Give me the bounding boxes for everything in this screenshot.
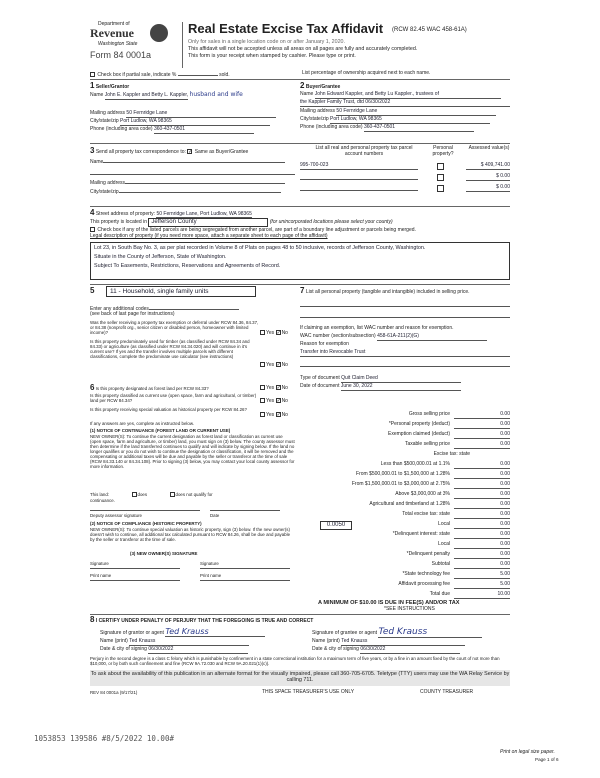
grantee-print-name[interactable]: Ted Knauss [341,639,465,646]
parcels-table: List all real and personal property tax parcel account numbers Personal property? Assessed value(s) 995-700-023 $ 409,741.00 $ 0.00 $ 0.00 [300,146,510,204]
grantee-signature[interactable]: Ted Krauss [378,627,482,638]
exemption-reason-line2[interactable] [300,363,510,367]
street-address-field[interactable]: 50 Fernridge Lane, Port Ludlow, WA 98365 [156,211,252,217]
grantor-date-city[interactable]: 06/30/2022 [148,647,248,654]
timber-no-checkbox[interactable] [276,362,281,367]
section-7: 7 List all personal property (tangible and intangible) included in selling price. If claiming an exemption, list WAC number and reason for exemption. WAC number (section/subsection) 458-61A-211(2)(G) Reason for exemption Transfer into Revocable Trust Type of document Quit Claim Deed Date of document June 30, 2022 [300,286,510,386]
form-title: Real Estate Excise Tax Affidavit [188,21,384,36]
table-row [300,174,510,182]
title-divider [182,22,183,68]
total-due-field[interactable]: 10.00 [454,592,510,599]
personal-property-checkbox[interactable] [437,185,444,192]
buyer-name-field-line2[interactable]: the Kappler Family Trust, dtd 06/30/2022 [300,100,510,107]
divider [90,284,510,285]
county-select[interactable]: Jefferson County [148,218,268,227]
assessed-value-field[interactable]: $ 409,741.00 [466,163,510,170]
wac-number-field[interactable]: 458-61A-211(2)(G) [377,334,487,341]
land-does-checkbox[interactable] [132,492,137,497]
document-date-field[interactable]: June 30, 2022 [341,384,461,391]
tax-row: *Delinquent penalty 0.00 [406,551,510,557]
tax-value-field[interactable]: 0.00 [454,482,510,489]
assessed-value-field[interactable]: $ 0.00 [466,185,510,192]
tax-row: Above $3,000,000 at 3% 0.00 [395,491,510,497]
tax-row: From $500,000.01 to $1,500,000 at 1.28% 0.00 [356,471,510,477]
perjury-notice: Perjury in the second degree is a class C felony which is punishable by confinement in a state correctional institution for a maximum term of five years, or by a fine in an amount fixed by the court of not more than $10,000, or by both such confinement and fine (RCW 9A.72.030 and RCW 9A.20.021(1)(c)). [90,656,500,667]
seller-phone-field[interactable]: 360-437-0501 [154,127,254,134]
document-type-field[interactable]: Quit Claim Deed [341,376,461,383]
buyer-name-field[interactable]: John Edward Kappler, and Betty Lu Kappler., trustees of [315,92,501,99]
tax-value-field[interactable]: 5.00 [454,572,510,579]
divider [90,206,510,207]
divider [90,79,510,80]
exemption-yes-checkbox[interactable] [260,330,265,335]
buyer-mailing-field[interactable]: 50 Fernridge Lane [336,109,496,116]
tax-row: Total excise tax: state 0.00 [402,511,510,517]
partial-sale-checkbox[interactable] [90,72,95,77]
exemption-no-checkbox[interactable] [276,330,281,335]
assessor-signature-field[interactable] [90,507,200,511]
correspondence-city-field[interactable] [119,188,281,193]
rcw-reference: (RCW 82.45 WAC 458-61A) [392,27,467,33]
tax-row: Exemption claimed (deduct) 0.00 [388,431,510,437]
tax-row: *State technology fee 5.00 [402,571,510,577]
buyer-section: 2 Buyer/Grantee Name John Edward Kappler, and Betty Lu Kappler., trustees of the Kappler Family Trust, dtd 06/30/2022 Mailing address 50 Fernridge Lane City/state/zip Port Ludlow, WA 98365 Phone (including area code) 360-437-0501 [300,81,510,143]
historic-yes-checkbox[interactable] [260,412,265,417]
correspondence-section: 3 Send all property tax correspondence to: ✓ Same as Buyer/Grantee Name Mailing address City/state/zip [90,146,295,204]
seller-mailing-field[interactable]: 50 Fernridge Lane [126,111,276,118]
historic-no-checkbox[interactable] [276,412,281,417]
tax-value-field[interactable]: 0.00 [454,552,510,559]
tax-value-field[interactable]: 0.00 [454,502,510,509]
assessed-value-field[interactable]: $ 0.00 [466,174,510,181]
assessor-date-field[interactable] [210,507,280,511]
current-use-no-checkbox[interactable] [276,398,281,403]
tax-row: Total due 10.00 [429,591,510,597]
additional-codes-field[interactable] [149,305,239,310]
tax-row: Excise tax: state [433,451,470,457]
seller-name-handwritten: husband and wife [189,91,243,98]
seller-city-field[interactable]: Port Ludlow, WA 98365 [120,119,270,126]
personal-property-field[interactable] [300,303,510,307]
tax-row: Agricultural and timberland at 1.28% 0.00 [369,501,510,507]
land-does-not-checkbox[interactable] [170,492,175,497]
tax-value-field[interactable]: 0.00 [454,562,510,569]
local-rate-field[interactable]: 0.0050 [320,521,352,530]
table-row [300,163,510,171]
tax-value-field[interactable]: 0.00 [454,532,510,539]
tax-row: Affidavit processing fee 5.00 [398,581,510,587]
tax-row: *Personal property (deduct) 0.00 [388,421,510,427]
minimum-notice: A MINIMUM OF $10.00 IS DUE IN FEE(S) AND/OR TAX [318,600,460,606]
tax-value-field[interactable]: 0.00 [454,442,510,449]
current-use-yes-checkbox[interactable] [260,398,265,403]
tax-row: Less than $500,000.01 at 1.1% 0.00 [380,461,510,467]
exemption-reason-field[interactable]: Transfer into Revocable Trust [300,350,510,357]
tax-row: Gross selling price 0.00 [408,411,510,417]
section-5: 5 11 - Household, single family units Enter any additional codes (see back of last page for instructions) Was the seller receiving a property tax exemption or deferral under RCW 84.36, 84.37, or 84.38 (nonprofit org., senior citizen or disabled person, homeowner with limited income)? Yes ✓ No Is this property predominately used for timber (as classified under RCW 84.34 and 84.33) or agriculture (as classified under RCW 84.34.020) and will continue in it's current use? If yes and the transfer involves multiple parcels with different classifications, complete the predominate use calculator (see instructions) Yes ✓ No [90,286,300,382]
timber-yes-checkbox[interactable] [260,362,265,367]
parcel-number-field[interactable] [300,185,418,191]
seller-section: 1 Seller/Grantor Name John E. Kappler and Betty L. Kappler, husband and wife Mailing address 50 Fernridge Lane City/state/zip Port Ludlow, WA 98365 Phone (including area code) 360-437-0501 [90,81,295,143]
forest-yes-checkbox[interactable] [260,385,265,390]
segregated-parcel-checkbox[interactable] [90,227,95,232]
forest-no-checkbox[interactable] [276,385,281,390]
tax-row: 0.0050 Local 0.00 [310,521,510,530]
dor-logo: Department of Revenue Washington State Form 84 0001a [90,22,176,68]
tax-value-field[interactable]: 0.00 [454,522,510,529]
tax-value-field[interactable]: 0.00 [454,542,510,549]
correspondence-name-field[interactable] [103,158,285,163]
tax-row: Taxable selling price 0.00 [404,441,510,447]
personal-property-checkbox[interactable] [437,174,444,181]
tax-row: *Delinquent interest: state 0.00 [392,531,510,537]
table-row [300,185,510,193]
seller-name-field[interactable]: John E. Kappler and Betty L. Kappler, [104,92,189,98]
divider [90,143,510,144]
correspondence-name-line2[interactable] [90,170,295,175]
tax-row: Subtotal 0.00 [431,561,510,567]
buyer-phone-field[interactable]: 360-437-0501 [364,125,474,132]
grantee-date-city[interactable]: 06/30/2022 [360,647,460,654]
tax-value-field[interactable]: 0.00 [454,412,510,419]
tax-value-field[interactable]: 0.00 [454,432,510,439]
accessibility-notice: To ask about the availability of this publication in an alternate format for the visually impaired, please call 360-705-6705. Teletype (TTY) users may use the WA Relay Service by calling 711. [90,670,510,686]
recording-stamp: 1053853 139586 #8/5/2022 10.00# [34,734,174,743]
correspondence-mailing-field[interactable] [125,179,285,184]
street-section: 4 Street address of property: 50 Fernridge Lane, Port Ludlow, WA 98365 This property is located in Jefferson County (for unincorporated locations please select your county) Check box if any of the listed parcels are being segregated from another parcel, are part of a boundary line adjustment or parcels being merged. Legal description of property (if you need more space, attach a separate sheet to each page of the affidavit) Lot 23, in South Bay No. 3, as per plat recorded in Volume 8 of Plats on pages 48 to 50 inclusive, records of Jefferson County, Washington. Situate in the County of Jefferson, State of Washington. Subject To Easements, Restrictions, Reservations and Agreements of Record. [90,208,510,278]
section-8: 8 I CERTIFY UNDER PENALTY OF PERJURY THAT THE FOREGOING IS TRUE AND CORRECT Signature of grantor or agent Ted Krauss Name (print) Ted Knauss Date & city of signing 06/30/2022 Signature of grantee or agent Ted Krauss Name (print) Ted Knauss Date & city of signing 06/30/2022 [90,615,510,665]
tax-value-field[interactable]: 0.00 [454,422,510,429]
parcel-number-field[interactable] [300,174,418,180]
grantor-print-name[interactable]: Ted Knauss [129,639,249,646]
tax-value-field[interactable]: 5.00 [454,582,510,589]
same-as-buyer-checkbox[interactable] [187,149,192,154]
tax-value-field[interactable]: 0.00 [454,472,510,479]
logo-swirl-icon [150,24,168,42]
parcel-number-field[interactable]: 995-700-023 [300,163,418,170]
personal-property-checkbox[interactable] [437,163,444,170]
tax-value-field[interactable]: 0.00 [454,492,510,499]
partial-sale-row: Check box if partial sale, indicate % sold. List percentage of ownership acquired next to each name. [90,71,510,79]
legal-description-box[interactable]: Lot 23, in South Bay No. 3, as per plat recorded in Volume 8 of Plats on pages 48 to 50 inclusive, records of Jefferson County, Washington. Situate in the County of Jefferson, State of Washington. Subject To Easements, Restrictions, Reservations and Agreements of Record. [90,242,510,280]
land-use-code-select[interactable]: 11 - Household, single family units [106,286,256,297]
tax-value-field[interactable]: 0.00 [454,462,510,469]
personal-property-field-line2[interactable] [300,314,510,318]
buyer-city-field[interactable]: Port Ludlow, WA 98365 [330,117,490,124]
tax-row: Local 0.00 [438,541,510,547]
tax-row: From $1,500,000.01 to $3,000,000 at 2.75% 0.00 [351,481,510,487]
tax-value-field[interactable]: 0.00 [454,512,510,519]
section-6: 6 Is this property designated as forest land per RCW 84.33? Yes ✓ No Is this property classified as current use (open space, farm and agricultural, or timber) land per RCW 84.34? Yes ✓ No Is this property receiving special valuation as historical property per RCW 84.26? Yes ✓ No If any answers are yes, complete as instructed below. (1) NOTICE OF CONTINUANCE (FOREST LAND OR CURRENT USE) NEW OWNER(S): To continue the current designation as forest land or classification as current use (open space, farm and agriculture, or timber) land, you must sign on (3) below. The county assessor must then determine if the land transferred continues to qualify and will indicate by signing below. If the land no longer qualifies or you do not wish to continue the designation or classification, it will be removed and the compensating or additional taxes will be due and payable by the seller or transferor at the time of sale (RCW 84.33.140 or 84.34.108). Prior to signing (3) below, you may contact your local county assessor for more information. This land: does does not qualify for continuance. Deputy assessor signature Date (2) NOTICE OF COMPLIANCE (HISTORIC PROPERTY) NEW OWNER(S): To continue special valuation as historic property, sign (3) below. If the new owner(s) doesn't wish to continue, all additional tax calculated pursuant to RCW 84.26, shall be due and payable by the seller or transferor at the time of sale. (3) NEW OWNER(S) SIGNATURE Signature Signature Print name Print name [90,383,300,613]
partial-sale-pct-field[interactable] [178,71,218,76]
grantor-signature[interactable]: Ted Krauss [165,627,265,637]
